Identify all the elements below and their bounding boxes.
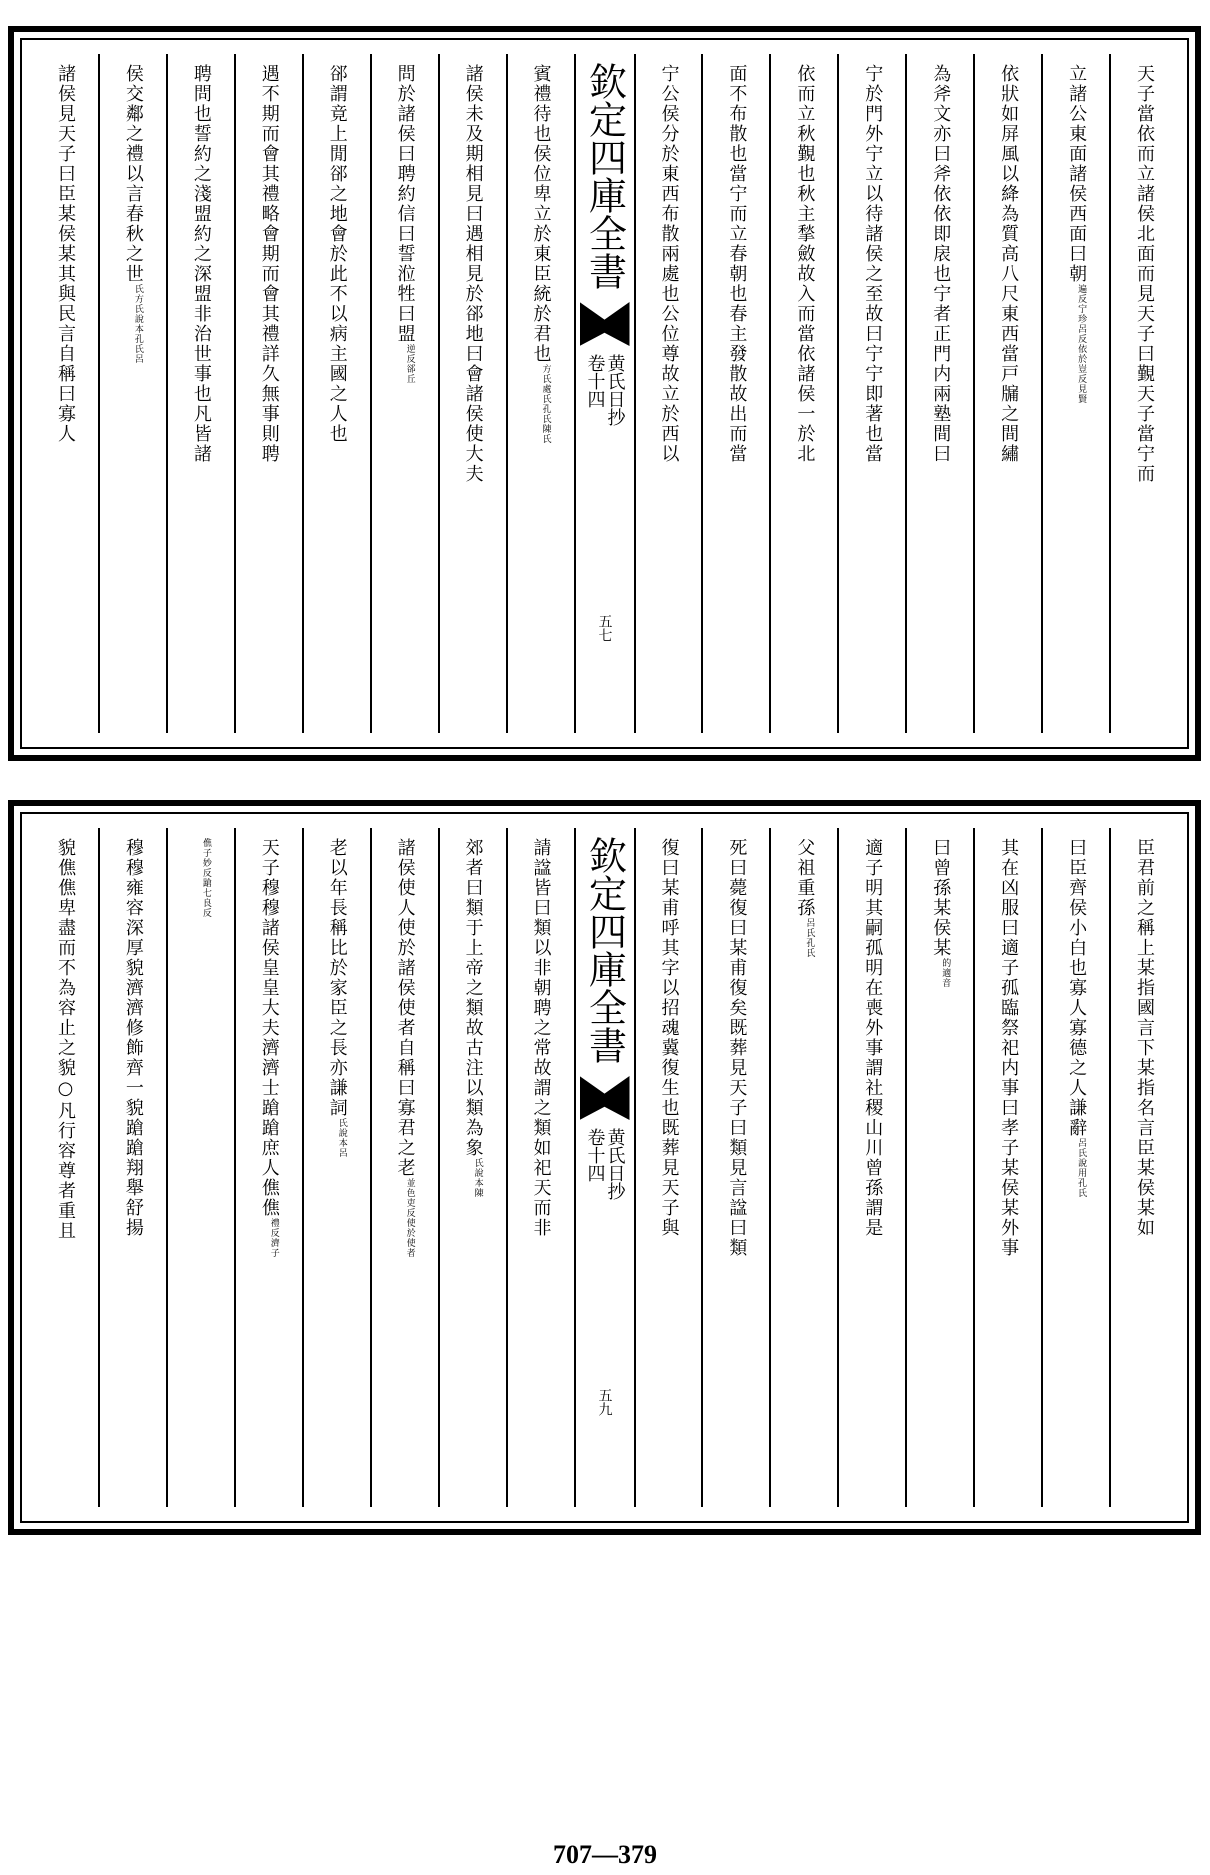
leaf-number: 五九 [596,1388,613,1416]
bottom_page-column-text [1134,828,1156,1507]
volume-label-line: 黄氏日抄 [604,1128,626,1200]
main-text: 侯交鄰之禮以言春秋之世 [122,64,144,284]
bottom_page-text-column [302,828,370,1507]
main-text: 諸侯未及期相見曰遇相見於郤地曰會諸侯使大夫 [462,64,484,484]
top_page-text-column [166,54,234,733]
top_page-text-column [1109,54,1177,733]
top_page-text-column [438,54,506,733]
main-text: 面不布散也當宁而立春朝也春主發散故出而當 [726,64,748,464]
bottom_page-column-text [464,828,482,1507]
top_page-text-column [234,54,302,733]
bottom_page-text-column [166,828,234,1507]
top_page-text-column [634,54,702,733]
bottom_page-column-text [396,828,414,1507]
interlinear-note [405,1178,414,1258]
bottom_page-text-column [701,828,769,1507]
top_page-column-text [56,54,74,733]
note-line: 本孔氏呂 [132,324,143,364]
book-title: 欽定四庫全書 [582,836,627,1064]
bottom_page-column-text [260,828,278,1507]
bottom_page-column-text [124,828,142,1507]
top_page-text-column [32,54,98,733]
top-page [8,26,1201,761]
main-text: 依狀如屏風以絳為質高八尺東西當戸牖之間繡 [998,64,1020,464]
top_page-text-column [905,54,973,733]
main-text: 郤謂竟上閒郤之地會於此不以病主國之人也 [326,64,348,444]
main-text: 天子穆穆諸侯皇皇大夫濟濟士蹌蹌庶人僬僬 [258,838,280,1218]
main-text: 父祖重孫 [794,838,816,918]
main-text: 老以年長稱比於家臣之長亦謙詞 [326,838,348,1118]
top_page-column-text [658,54,680,733]
volume-label-line: 卷十四 [584,354,606,408]
main-text: 賓禮待也侯位卑立於東臣統於君也 [530,64,552,364]
bottom_page-text-column [837,828,905,1507]
main-text: 問於諸侯曰聘約信曰誓涖牲曰盟 [394,64,416,344]
main-text: 天子當依而立諸侯北面而見天子曰覲天子當宁而 [1134,64,1156,484]
main-text: 曰曾孫某侯某 [930,838,952,958]
note-line: 孔氏陳氏 [540,404,551,444]
bottom_page-column-text [658,828,680,1507]
top_page-text-column [769,54,837,733]
note-line: 使於使者 [404,1218,415,1258]
note-line: 本陳 [472,1178,483,1198]
note-line: 並色吏反 [404,1178,415,1218]
main-text: 遇不期而會其禮略會期而會其禮詳久無事則聘 [258,64,280,464]
interlinear-note [337,1118,346,1158]
top_page-column-text [998,54,1020,733]
main-text: 聘問也誓約之淺盟約之深盟非治世事也凡皆諸 [190,64,212,464]
main-text: 立諸公東面諸侯西面曰朝 [1066,64,1088,284]
top-page-columns [32,54,1177,733]
top_page-text-column [701,54,769,733]
main-text: 請諡皆曰類以非朝聘之常故謂之類如祀天而非 [530,838,552,1238]
interlinear-note [541,364,550,444]
note-line: 呂氏說 [1076,1138,1087,1168]
main-text: 穆穆雍容深厚貌濟濟修飾齊一貌蹌蹌翔舉舒揚 [122,838,144,1238]
bottom_page-column-text [192,828,210,1507]
interlinear-note [269,1218,278,1258]
top_page-column-text [328,54,346,733]
top_page-column-text [930,54,952,733]
interlinear-note [133,284,142,364]
top_page-column-text [1134,54,1156,733]
note-line: 依於豈反見賢 [1076,344,1087,404]
main-text: 諸侯使人使於諸侯使者自稱曰寡君之老 [394,838,416,1178]
main-text: 貌僬僬卑盡而不為容止之貌○凡行容尊者重且 [54,838,76,1241]
bottom_page-column-text [328,828,346,1507]
bottom_page-text-column [234,828,302,1507]
interlinear-note [201,838,210,918]
top_page-column-text [260,54,278,733]
main-text: 郊者曰類于上帝之類故古注以類為象 [462,838,484,1158]
top_page-text-column [973,54,1041,733]
interlinear-note [473,1158,482,1198]
note-line: 方氏處氏 [540,364,551,404]
top_page-column-text [396,54,414,733]
main-text: 宁公侯分於東西布散兩處也公位尊故立於西以 [658,64,680,464]
fishtail-mark-icon [580,1076,630,1120]
main-text: 宁於門外宁立以待諸侯之至故曰宁宁即著也當 [862,64,884,464]
bottom_page-text-column [905,828,973,1507]
main-text: 為斧文亦曰斧依依即扆也宁者正門内兩塾間曰 [930,64,952,464]
bottom_page-text-column [370,828,438,1507]
volume-label [586,354,624,426]
note-line: 的 [940,958,951,968]
top_page-column-text [464,54,482,733]
main-text: 適子明其嗣孤明在喪外事謂社稷山川曾孫謂是 [862,838,884,1238]
top_page-column-text [794,54,816,733]
bottom_page-text-column [438,828,506,1507]
interlinear-note [940,958,949,988]
page-footer-number: 707—379 [553,1840,657,1869]
volume-label-line: 黄氏日抄 [604,354,626,426]
top_page-column-text [862,54,884,733]
main-text: 復曰某甫呼其字以招魂冀復生也既葬見天子與 [658,838,680,1238]
top_page-text-column [837,54,905,733]
book-title: 欽定四庫全書 [582,62,627,290]
note-line: 蹌七良反 [200,878,211,918]
note-line: 遍反宁珍呂反 [1076,284,1087,344]
note-line: 用孔氏 [1076,1168,1087,1198]
note-line: 僬子妙反 [200,838,211,878]
bottom_page-column-text [930,828,952,1507]
bottom_page-text-column [769,828,837,1507]
top_page-text-column [370,54,438,733]
bottom_page-column-text [56,828,74,1507]
main-text: 其在凶服曰適子孤臨祭祀内事曰孝子某侯某外事 [998,838,1020,1258]
center-fold-column [574,54,634,733]
top_page-column-text [124,54,142,733]
note-line: 濟子 [268,1238,279,1258]
main-text: 曰臣齊侯小白也寡人寡德之人謙辭 [1066,838,1088,1138]
note-line: 呂氏 [804,918,815,938]
note-line: 逆反 [404,344,415,364]
bottom_page-column-text [532,828,550,1507]
top_page-column-text [532,54,550,733]
top_page-text-column [506,54,574,733]
fishtail-mark-icon [580,302,630,346]
note-line: 本呂 [336,1138,347,1158]
bottom_page-text-column [32,828,98,1507]
note-line: 郤丘 [404,364,415,384]
bottom_page-text-column [98,828,166,1507]
bottom-page-columns [32,828,1177,1507]
main-text: 臣君前之稱上某指國言下某指名言臣某侯某如 [1134,838,1156,1238]
bottom_page-column-text [998,828,1020,1507]
bottom_page-text-column [634,828,702,1507]
bottom_page-column-text [862,828,884,1507]
top_page-column-text [192,54,210,733]
top_page-text-column [98,54,166,733]
top_page-text-column [1041,54,1109,733]
bottom_page-column-text [1066,828,1088,1507]
interlinear-note [1076,1138,1085,1198]
bottom_page-text-column [973,828,1041,1507]
top_page-column-text [726,54,748,733]
bottom_page-column-text [794,828,816,1507]
bottom_page-text-column [1041,828,1109,1507]
volume-label [586,1128,624,1200]
top_page-text-column [302,54,370,733]
interlinear-note [804,918,813,958]
note-line: 禮反 [268,1218,279,1238]
note-line: 氏說 [472,1158,483,1178]
top_page-column-text [1066,54,1088,733]
note-line: 氏說 [336,1118,347,1138]
bottom_page-column-text [726,828,748,1507]
note-line: 適音 [940,968,951,988]
note-line: 孔氏 [804,938,815,958]
volume-label-line: 卷十四 [584,1128,606,1182]
main-text: 依而立秋覲也秋主揫斂故入而當依諸侯一於北 [794,64,816,464]
bottom_page-text-column [506,828,574,1507]
interlinear-note [1076,284,1085,404]
center-fold-column [574,828,634,1507]
leaf-number: 五七 [596,614,613,642]
bottom_page-text-column [1109,828,1177,1507]
bottom-page [8,800,1201,1535]
interlinear-note [405,344,414,384]
note-line: 氏方氏說 [132,284,143,324]
main-text: 死曰薨復曰某甫復矣既葬見天子曰類見言諡曰類 [726,838,748,1258]
main-text: 諸侯見天子曰臣某侯某其與民言自稱曰寡人 [54,64,76,444]
